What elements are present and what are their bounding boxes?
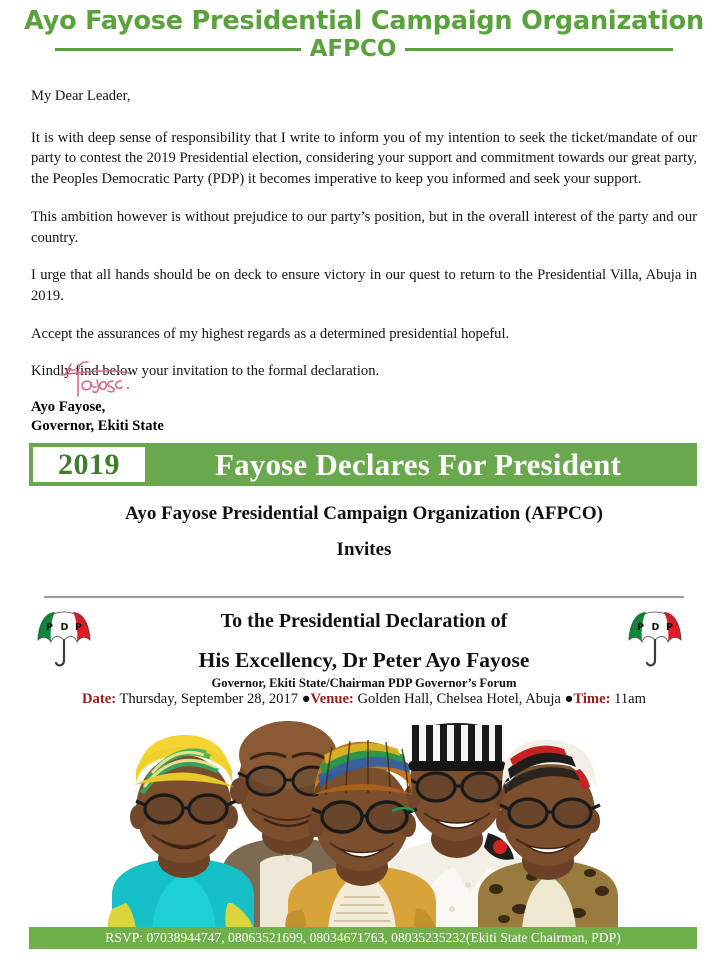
letter-paragraph-3: I urge that all hands should be on deck to ensure victory in our quest to return to the Presidential Villa, Abuja in 2019. [31,267,697,305]
section-divider [44,596,684,598]
date-label: Date: [82,691,117,707]
letterhead-rule-left [55,48,301,51]
declaration-honoree: His Excellency, Dr Peter Ayo Fayose [198,648,530,672]
invite-organization: Ayo Fayose Presidential Campaign Organization (AFPCO) [125,503,603,524]
letterhead-rule-right [405,48,673,51]
svg-text:P: P [46,622,53,633]
candidate-photo-collage [92,713,638,929]
detail-bullet-2: ● [564,691,574,707]
svg-text:D: D [651,622,660,633]
letter-paragraph-2: This ambition however is without prejudice to our party’s position, but in the overall interest of the party and our country. [31,208,697,246]
letter-body [31,86,697,382]
svg-text:P: P [637,622,644,633]
svg-text:P: P [75,622,82,633]
venue-label: Venue: [310,691,354,707]
invite-action: Invites [336,539,392,560]
letter-paragraph-1: It is with deep sense of responsibility that I write to inform you of my intention to seek the ticket/mandate of our party to contest the 2019 Presidential election, considering your support and commitment towards our great party, the Peoples Democratic Party (PDP) it becomes imperative to keep you informed and seek your support. [31,129,697,188]
rsvp-footer: RSVP: 07038944747, 08063521699, 08034671763, 08035235232(Ekiti State Chairman, PDP) [29,927,697,949]
letter-paragraph-4: Accept the assurances of my highest regards as a determined presidential hopeful. [31,325,510,342]
time-value: 11am [614,691,646,707]
organization-title: Ayo Fayose Presidential Campaign Organization [24,6,704,36]
letter-salutation: My Dear Leader, [31,88,131,104]
signature-block [31,358,331,435]
detail-bullet-1: ● [301,691,311,707]
declaration-office: Governor, Ekiti State/Chairman PDP Governor’s Forum [211,676,517,690]
signatory-title: Governor, Ekiti State [31,417,164,434]
letter-paragraph-5: Kindly find below your invitation to the formal declaration. [31,363,380,380]
banner-year: 2019 [33,447,145,482]
declaration-intro: To the Presidential Declaration of [220,610,508,632]
five-portraits-illustration [92,713,638,929]
date-value: Thursday, September 28, 2017 [119,691,299,707]
headline-banner [29,443,697,486]
organization-abbreviation: AFPCO [309,35,397,62]
venue-value: Golden Hall, Chelsea Hotel, Abuja [357,691,561,707]
signatory-name: Ayo Fayose, [31,399,106,415]
declaration-details [0,691,728,708]
banner-headline: Fayose Declares For President [214,446,622,482]
letterhead-abbreviation-row [0,35,728,62]
svg-text:P: P [666,622,673,633]
letterhead [0,8,728,61]
handwritten-signature [33,358,183,398]
svg-text:D: D [60,622,69,633]
time-label: Time: [573,691,611,707]
